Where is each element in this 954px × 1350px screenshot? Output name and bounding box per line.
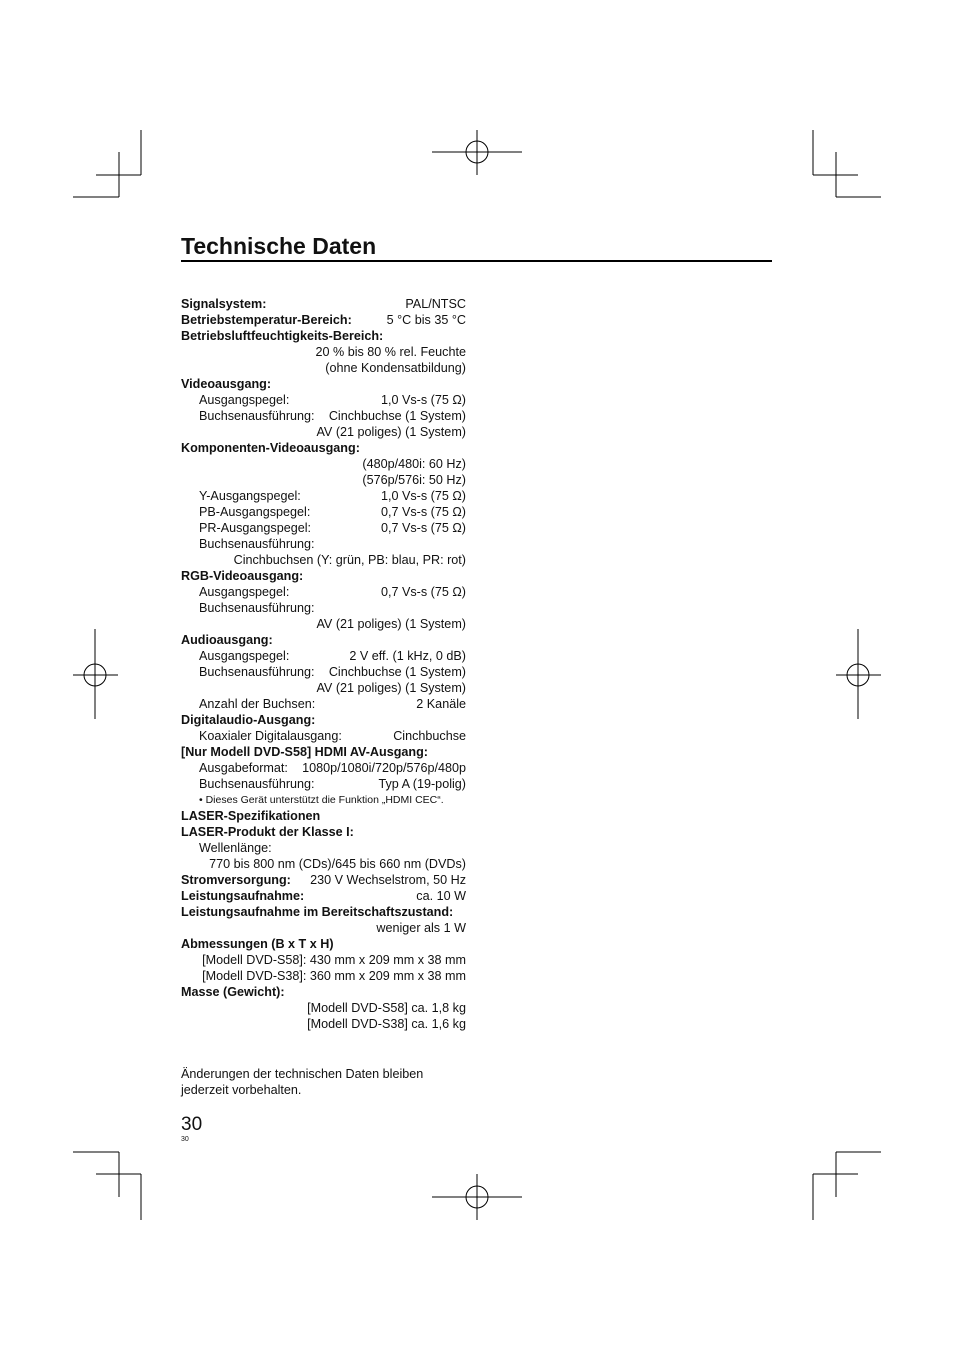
page-title: Technische Daten: [181, 233, 377, 259]
spec-line: [181, 808, 466, 824]
spec-line: [181, 536, 466, 552]
spec-line: [181, 936, 466, 952]
spec-line: [181, 680, 466, 696]
spec-value: Cinchbuchse (1 System): [328, 665, 466, 679]
spec-line: [181, 616, 466, 632]
spec-value: 2 V eff. (1 kHz, 0 dB): [349, 649, 466, 663]
spec-label: RGB-Videoausgang:: [181, 569, 304, 583]
spec-line: [181, 984, 466, 1000]
spec-line: [181, 632, 466, 648]
spec-line: [181, 1016, 466, 1032]
spec-label: Leistungsaufnahme:: [181, 889, 305, 903]
footer-line: jederzeit vorbehalten.: [181, 1083, 302, 1097]
spec-label: Signalsystem:: [181, 297, 267, 311]
spec-label: Anzahl der Buchsen:: [199, 697, 316, 711]
spec-label: Audioausgang:: [181, 633, 273, 647]
title-rule: [181, 260, 772, 262]
spec-value: 770 bis 800 nm (CDs)/645 bis 660 nm (DVDs): [209, 857, 466, 871]
spec-value: ca. 10 W: [416, 889, 466, 903]
spec-line: [181, 1000, 466, 1016]
spec-label: Wellenlänge:: [199, 841, 272, 855]
spec-line: [181, 856, 466, 872]
spec-line: [181, 776, 466, 792]
spec-value: Typ A (19-polig): [378, 777, 466, 791]
spec-line: [181, 376, 466, 392]
spec-line: [181, 824, 466, 840]
spec-line: [181, 664, 466, 680]
spec-line: [181, 360, 466, 376]
spec-value: (ohne Kondensatbildung): [325, 361, 466, 375]
page-number: 30: [181, 1114, 203, 1135]
spec-label: Buchsenausführung:: [199, 409, 315, 423]
spec-label: Y-Ausgangspegel:: [199, 489, 301, 503]
spec-value: AV (21 poliges) (1 System): [316, 681, 466, 695]
spec-line: [181, 600, 466, 616]
spec-line: [181, 328, 466, 344]
spec-label: Ausgangspegel:: [199, 393, 290, 407]
spec-label: Komponenten-Videoausgang:: [181, 441, 360, 455]
spec-label: Leistungsaufnahme im Bereitschaftszustand:: [181, 905, 454, 919]
spec-line: [181, 552, 466, 568]
spec-line: [181, 344, 466, 360]
spec-line: [181, 904, 466, 920]
spec-value: 1,0 Vs-s (75 Ω): [380, 489, 466, 503]
spec-line: [181, 472, 466, 488]
spec-label: • Dieses Gerät unterstützt die Funktion „HDMI CEC“.: [199, 794, 444, 806]
spec-value: 0,7 Vs-s (75 Ω): [380, 585, 466, 599]
spec-line: [181, 888, 466, 904]
spec-value: 2 Kanäle: [416, 697, 466, 711]
spec-label: [Nur Modell DVD-S58] HDMI AV-Ausgang:: [181, 745, 428, 759]
spec-value: Cinchbuchse (1 System): [328, 409, 466, 423]
spec-line: [181, 952, 466, 968]
spec-label: LASER-Produkt der Klasse I:: [181, 825, 354, 839]
footer-note: [181, 1066, 423, 1098]
spec-line: [181, 744, 466, 760]
spec-value: (576p/576i: 50 Hz): [362, 473, 466, 487]
spec-label: PR-Ausgangspegel:: [199, 521, 312, 535]
spec-label: Masse (Gewicht):: [181, 985, 285, 999]
spec-value: [Modell DVD-S38] ca. 1,6 kg: [307, 1017, 466, 1031]
spec-label: PB-Ausgangspegel:: [199, 505, 311, 519]
spec-value: 0,7 Vs-s (75 Ω): [380, 521, 466, 535]
spec-value: 1,0 Vs-s (75 Ω): [380, 393, 466, 407]
spec-line: [181, 488, 466, 504]
page-number-small: 30: [181, 1136, 189, 1143]
spec-line: [181, 296, 466, 312]
spec-value: [Modell DVD-S38]: 360 mm x 209 mm x 38 mm: [202, 969, 466, 983]
spec-line: [181, 584, 466, 600]
spec-label: Buchsenausführung:: [199, 665, 315, 679]
spec-value: AV (21 poliges) (1 System): [316, 425, 466, 439]
spec-line: [181, 392, 466, 408]
spec-value: 1080p/1080i/720p/576p/480p: [302, 761, 466, 775]
spec-line: [181, 792, 466, 808]
spec-line: [181, 312, 466, 328]
spec-line: [181, 968, 466, 984]
spec-label: Buchsenausführung:: [199, 537, 315, 551]
spec-line: [181, 760, 466, 776]
spec-line: [181, 440, 466, 456]
spec-label: Koaxialer Digitalausgang:: [199, 729, 342, 743]
spec-value: (480p/480i: 60 Hz): [362, 457, 466, 471]
spec-line: [181, 456, 466, 472]
spec-label: LASER-Spezifikationen: [181, 809, 321, 823]
spec-label: Ausgangspegel:: [199, 649, 290, 663]
spec-line: [181, 712, 466, 728]
spec-label: Stromversorgung:: [181, 873, 291, 887]
spec-line: [181, 568, 466, 584]
spec-line: [181, 424, 466, 440]
spec-value: [Modell DVD-S58] ca. 1,8 kg: [307, 1001, 466, 1015]
footer-line: Änderungen der technischen Daten bleiben: [181, 1067, 424, 1081]
spec-line: [181, 520, 466, 536]
spec-label: Videoausgang:: [181, 377, 272, 391]
spec-value: 0,7 Vs-s (75 Ω): [380, 505, 466, 519]
spec-line: [181, 696, 466, 712]
spec-value: weniger als 1 W: [376, 921, 466, 935]
spec-line: [181, 408, 466, 424]
spec-label: Betriebstemperatur-Bereich:: [181, 313, 352, 327]
spec-value: 5 °C bis 35 °C: [386, 313, 466, 327]
spec-line: [181, 504, 466, 520]
spec-line: [181, 648, 466, 664]
spec-label: Buchsenausführung:: [199, 601, 315, 615]
spec-line: [181, 872, 466, 888]
spec-value: Cinchbuchse: [393, 729, 466, 743]
spec-line: [181, 840, 466, 856]
spec-value: 20 % bis 80 % rel. Feuchte: [315, 345, 466, 359]
spec-label: Buchsenausführung:: [199, 777, 315, 791]
spec-label: Ausgabeformat:: [199, 761, 288, 775]
spec-line: [181, 920, 466, 936]
spec-list: [181, 296, 466, 1032]
spec-value: Cinchbuchsen (Y: grün, PB: blau, PR: rot): [233, 553, 466, 567]
spec-value: PAL/NTSC: [405, 297, 466, 311]
spec-label: Abmessungen (B x T x H): [181, 937, 334, 951]
spec-label: Ausgangspegel:: [199, 585, 290, 599]
spec-line: [181, 728, 466, 744]
spec-label: Betriebsluftfeuchtigkeits-Bereich:: [181, 329, 384, 343]
spec-value: 230 V Wechselstrom, 50 Hz: [310, 873, 466, 887]
spec-label: Digitalaudio-Ausgang:: [181, 713, 316, 727]
spec-value: AV (21 poliges) (1 System): [316, 617, 466, 631]
spec-value: [Modell DVD-S58]: 430 mm x 209 mm x 38 mm: [202, 953, 466, 967]
